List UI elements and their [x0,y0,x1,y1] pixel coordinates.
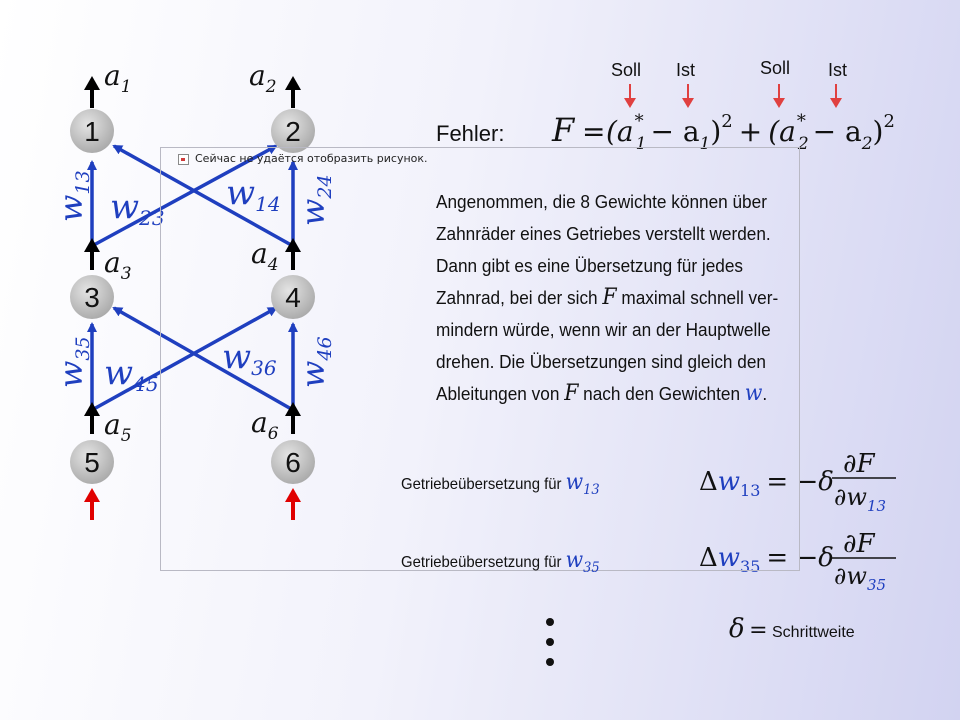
svg-text:w13: $w_{13}$ [52,170,94,222]
soll-ist-arrows [630,84,836,106]
gear-ratio-label-1: Getriebeübersetzung für w13 [401,470,600,498]
node-1 [70,109,114,153]
soll-label-2: Soll [760,58,791,78]
ist-label-1: Ist [676,60,696,80]
ellipsis [546,618,554,666]
node-6-label: 6 [285,447,301,478]
svg-text:w35: $w_{35}$ [52,336,94,388]
soll-label-1: Soll [611,60,642,80]
paragraph-line: Zahnräder eines Getriebes verstellt werden. [436,223,771,244]
svg-text:(a*1− a1)2+(a*2− a2)2: (a* $1 - a_1)^2 + (a^*$ $2 - a_2)^2$ [606,111,895,154]
svg-text:Δw35= −δ: $\Delta w_{35} = -\delta$ [699,543,834,576]
svg-text:w46: $w_{46}$ [294,336,336,388]
svg-text:w24: $w_{24}$ [294,174,336,226]
svg-text:Δw13= −δ: $\Delta w_{13} = -\delta$ [699,467,834,500]
fehler-label: Fehler: [436,121,505,146]
paragraph-line: mindern würde, wenn wir an der Hauptwelle [436,319,771,340]
svg-text:a5: $a_5$ [104,408,132,446]
svg-text:∂w35: $\partial w_{35}$ [834,562,887,594]
svg-text:=: = [582,115,606,148]
paragraph-line: Dann gibt es eine Übersetzung für jedes [436,255,744,276]
step-size: δ = Schrittweite [729,614,855,644]
node-5-label: 5 [84,447,100,478]
node-4-label: 4 [285,282,301,313]
svg-text:∂w13: $\partial w_{13}$ [834,483,887,515]
svg-text:a1: $a_1$ [104,59,132,97]
svg-text:a4: $a_4$ [251,237,279,275]
explanation-paragraph [436,186,853,410]
broken-image-text: Сейчас не удаётся отобразить рисунок. [195,152,428,165]
svg-text:a3: $a_3$ [104,246,132,284]
svg-text:w14: $w_{14}$ [226,173,281,216]
paragraph-line: drehen. Die Übersetzungen sind gleich den [436,351,766,372]
node-2-label: 2 [285,116,301,147]
svg-text:F: F [552,111,575,149]
svg-text:w36: $w_{36}$ [222,337,277,380]
node-3-label: 3 [84,282,100,313]
svg-text:∂F: ∂F [843,449,875,479]
node-3 [70,275,114,319]
ist-label-2: Ist [828,60,848,80]
svg-text:a2: $a_2$ [249,59,277,97]
svg-text:a6: $a_6$ [251,406,279,444]
node-1-label: 1 [84,116,100,147]
svg-text:w45: $w_{45}$ [104,353,159,396]
paragraph-line: Zahnrad, bei der sich F maximal schnell ver- [436,285,779,310]
node-5 [70,440,114,484]
paragraph-line: Ableitungen von F nach den Gewichten w. [436,381,768,406]
broken-image-icon [178,154,189,165]
svg-text:w23: $w_{23}$ [110,187,165,230]
gear-ratio-label-2: Getriebeübersetzung für w35 [401,548,600,576]
svg-text:∂F: ∂F [843,529,875,559]
paragraph-line: Angenommen, die 8 Gewichte können über [436,191,767,212]
